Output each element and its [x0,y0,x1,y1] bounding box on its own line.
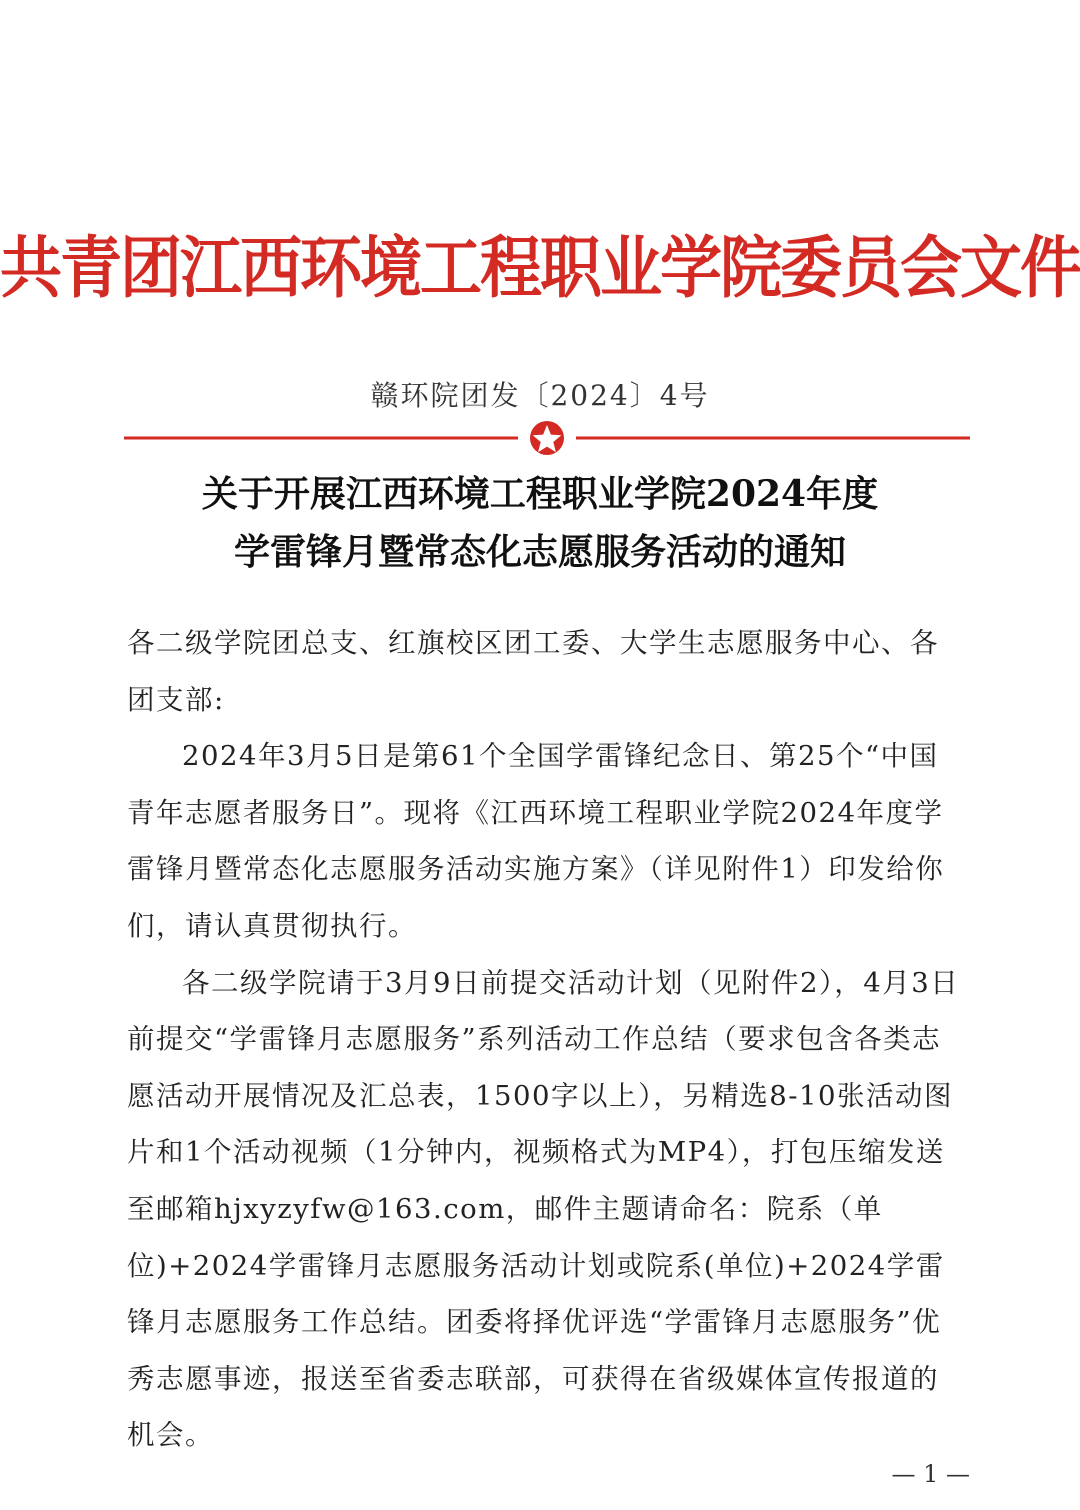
issuer-header: 共青团江西环境工程职业学院委员会文件 [0,228,1080,308]
notice-body [127,615,967,1464]
red-star-icon [530,421,564,455]
notice-title-line-2: 学雷锋月暨常态化志愿服务活动的通知 [233,531,846,573]
body-paragraph-2: 各二级学院请于3月9日前提交活动计划（见附件2），4月3日前提交“学雷锋月志愿服务”系列活动工作总结（要求包含各类志愿活动开展情况及汇总表，1500字以上），另精选8-10张活动图片和1个活动视频（1分钟内，视频格式为MP4），打包压缩发送至邮箱hjxyzyfw@163.com，邮件主题请命名：院系（单位)+2024学雷锋月志愿服务活动计划或院系(单位)+2024学雷锋月志愿服务工作总结。团委将择优评选“学雷锋月志愿服务”优秀志愿事迹，报送至省委志联部，可获得在省级媒体宣传报道的机会。 [127,966,960,1452]
document-number: 赣环院团发〔2024〕4号 [370,379,710,412]
page-number: — 1 — [891,1460,970,1488]
red-divider-with-star [124,420,970,456]
recipients-line: 各二级学院团总支、红旗校区团工委、大学生志愿服务中心、各团支部: [127,627,939,716]
body-paragraph-1: 2024年3月5日是第61个全国学雷锋纪念日、第25个“中国青年志愿者服务日”。现将《江西环境工程职业学院2024年度学雷锋月暨常态化志愿服务活动实施方案》（详见附件1）印发给你们，请认真贯彻执行。 [127,740,945,942]
notice-title-line-1: 关于开展江西环境工程职业学院2024年度 [201,473,879,515]
